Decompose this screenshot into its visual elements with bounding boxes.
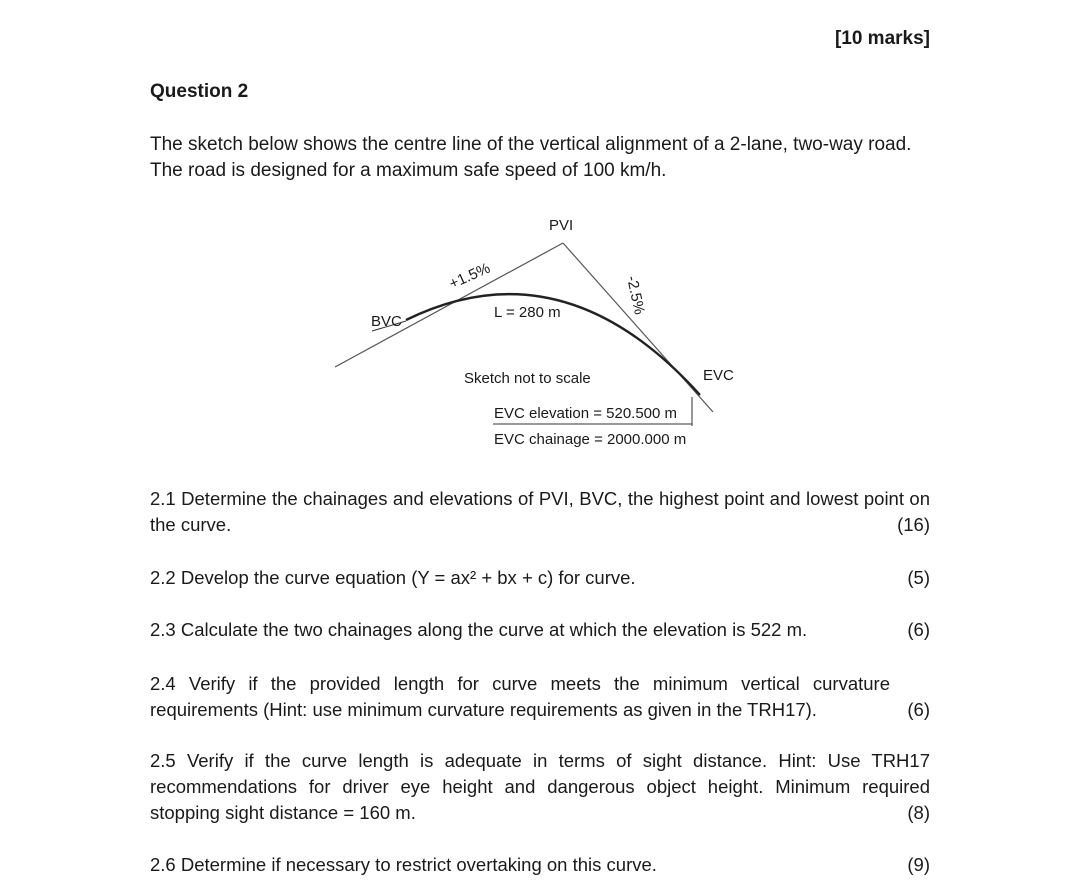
- pvi-label: PVI: [549, 217, 574, 234]
- part-2-6: [150, 852, 930, 878]
- outgoing-grade-label: -2.5%: [623, 274, 648, 317]
- evc-chainage-label: EVC chainage = 2000.000 m: [494, 431, 687, 448]
- incoming-grade-label: +1.5%: [446, 259, 493, 293]
- part-text: 2.4 Verify if the provided length for curve meets the minimum vertical curvature requirements (Hint: use minimum curvature requirements as given in the TRH17).: [150, 673, 890, 720]
- part-text: 2.3 Calculate the two chainages along the curve at which the elevation is 522 m.: [150, 619, 808, 640]
- part-2-4: [150, 671, 930, 723]
- bvc-label: BVC: [371, 313, 402, 330]
- part-marks: (9): [907, 854, 930, 875]
- part-2-5: [150, 748, 930, 826]
- question-intro: The sketch below shows the centre line of the vertical alignment of a 2-lane, two-way road. The road is designed for a maximum safe speed of 100 km/h.: [150, 134, 912, 181]
- part-2-1: [150, 486, 930, 538]
- part-marks: (6): [907, 619, 930, 640]
- part-text: 2.5 Verify if the curve length is adequate in terms of sight distance. Hint: Use TRH17 recommendations for driver eye height and dangerous object height. Minimum required stopping sight distance = 160 m.: [150, 750, 930, 823]
- total-marks: [10 marks]: [834, 28, 930, 49]
- part-2-2: [150, 565, 930, 591]
- question-title: Question 2: [150, 81, 249, 102]
- part-text: 2.6 Determine if necessary to restrict overtaking on this curve.: [150, 854, 657, 875]
- part-marks: (6): [907, 699, 930, 720]
- curve-length-label: L = 280 m: [494, 304, 561, 321]
- evc-label: EVC: [703, 367, 734, 384]
- scale-note: Sketch not to scale: [464, 370, 591, 387]
- evc-elevation-label: EVC elevation = 520.500 m: [494, 405, 678, 422]
- part-marks: (5): [907, 567, 930, 588]
- part-2-3: [150, 617, 930, 643]
- part-text: 2.1 Determine the chainages and elevations of PVI, BVC, the highest point and lowest point on the curve.: [150, 488, 930, 535]
- part-text: 2.2 Develop the curve equation (Y = ax² + bx + c) for curve.: [150, 567, 636, 588]
- part-marks: (16): [897, 514, 930, 535]
- part-marks: (8): [907, 802, 930, 823]
